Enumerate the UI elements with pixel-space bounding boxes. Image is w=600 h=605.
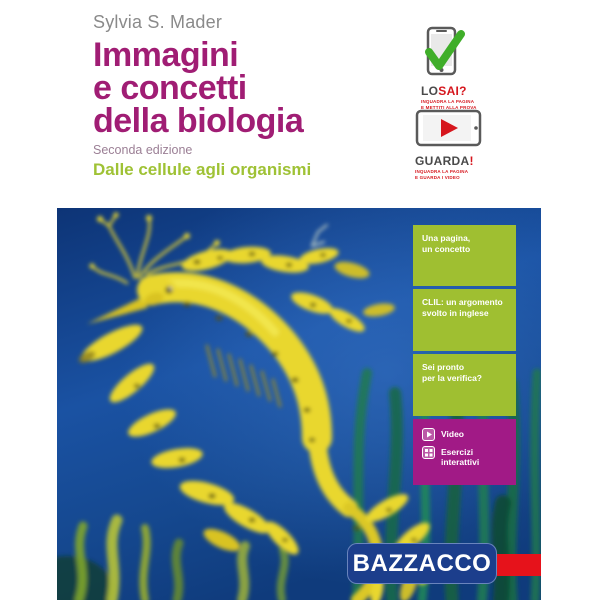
interactive-exercises-icon xyxy=(422,446,435,459)
feature-box-line: svolto in inglese xyxy=(422,308,489,318)
phone-play-icon xyxy=(415,108,491,153)
title-line-2: e concetti xyxy=(93,69,247,107)
feature-box-line: Una pagina, xyxy=(422,233,471,243)
digital-item-esercizi xyxy=(422,446,510,467)
feature-box-clil xyxy=(413,289,516,351)
feature-box-line: per la verifica? xyxy=(422,373,483,383)
guarda-label-red: ! xyxy=(469,154,474,168)
video-icon xyxy=(422,428,435,441)
feature-box-una-pagina xyxy=(413,225,516,286)
title-line-1: Immagini xyxy=(93,36,239,74)
digital-item-label: Esercizi interattivi xyxy=(441,447,480,467)
guarda-label xyxy=(415,154,491,168)
phone-check-icon xyxy=(421,26,497,83)
publisher-label xyxy=(347,543,497,584)
publisher-name: BAZZACCO xyxy=(352,549,492,577)
losai-label-dark: LO xyxy=(421,84,439,98)
guarda-subtext-line2: E GUARDA I VIDEO xyxy=(415,174,460,180)
edition-label: Seconda edizione xyxy=(93,143,193,157)
digital-item-label: Video xyxy=(441,429,464,439)
cover-header xyxy=(93,12,423,180)
losai-app-badge xyxy=(421,26,497,110)
guarda-subtext-line1: INQUADRA LA PAGINA xyxy=(415,169,469,174)
guarda-label-dark: GUARDA xyxy=(415,154,470,168)
book-title xyxy=(93,36,423,140)
feature-box-verifica xyxy=(413,354,516,416)
digital-item-video xyxy=(422,428,510,441)
guarda-subtext xyxy=(415,169,491,180)
losai-label xyxy=(421,84,497,98)
title-line-3: della biologia xyxy=(93,102,304,140)
guarda-app-badge xyxy=(415,108,491,180)
losai-subtext-line2: E METTITI ALLA PROVA xyxy=(421,104,477,110)
volume-subtitle: Dalle cellule agli organismi xyxy=(93,160,312,179)
losai-label-red: SAI? xyxy=(438,84,467,98)
feature-box-digital xyxy=(413,419,516,485)
losai-subtext-line1: INQUADRA LA PAGINA xyxy=(421,99,475,104)
feature-box-line: un concetto xyxy=(422,244,471,254)
author-name: Sylvia S. Mader xyxy=(93,12,223,32)
feature-box-line: Sei pronto xyxy=(422,362,465,372)
red-accent-block xyxy=(497,554,541,576)
feature-box-line: CLIL: un argomento xyxy=(422,297,503,307)
